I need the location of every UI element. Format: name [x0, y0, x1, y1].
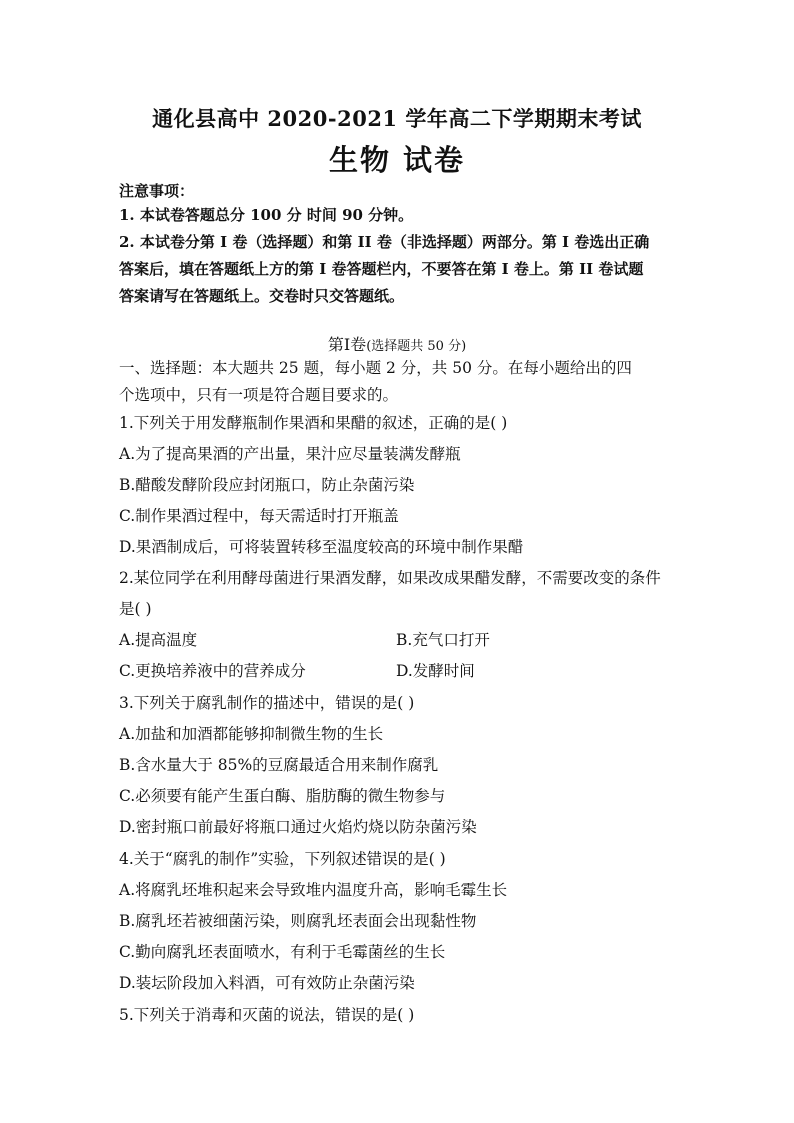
- notes-line: 1. 本试卷答题总分 100 分 时间 90 分钟。: [119, 206, 414, 224]
- question-option: D.发酵时间: [396, 662, 475, 680]
- question-option: C.必须要有能产生蛋白酶、脂肪酶的微生物参与: [119, 787, 446, 805]
- question-stem: 2.某位同学在利用酵母菌进行果酒发酵，如果改成果醋发酵，不需要改变的条件: [119, 569, 661, 587]
- question-stem: 4.关于“腐乳的制作”实验，下列叙述错误的是( ): [119, 850, 446, 868]
- question-option: B.含水量大于 85%的豆腐最适合用来制作腐乳: [119, 756, 439, 774]
- question-option: D.密封瓶口前最好将瓶口通过火焰灼烧以防杂菌污染: [119, 818, 477, 836]
- question-stem: 是( ): [119, 600, 152, 618]
- question-stem: 5.下列关于消毒和灭菌的说法，错误的是( ): [119, 1006, 415, 1024]
- notes-line: 答案请写在答题纸上。交卷时只交答题纸。: [119, 287, 405, 305]
- question-stem: 3.下列关于腐乳制作的描述中，错误的是( ): [119, 694, 415, 712]
- exam-subject: 生物 试卷: [328, 143, 466, 177]
- exam-title: 通化县高中 2020-2021 学年高二下学期期末考试: [152, 106, 642, 131]
- section-intro-line: 一、选择题：本大题共 25 题，每小题 2 分，共 50 分。在每小题给出的四: [119, 359, 632, 377]
- question-option: D.装坛阶段加入料酒，可有效防止杂菌污染: [119, 974, 415, 992]
- question-option: C.制作果酒过程中，每天需适时打开瓶盖: [119, 507, 399, 525]
- section-intro-line: 个选项中，只有一项是符合题目要求的。: [119, 386, 399, 404]
- question-stem: 1.下列关于用发酵瓶制作果酒和果醋的叙述，正确的是( ): [119, 414, 508, 432]
- question-option: B.腐乳坯若被细菌污染，则腐乳坯表面会出现黏性物: [119, 912, 477, 930]
- question-option: C.更换培养液中的营养成分: [119, 662, 306, 680]
- notes-line: 2. 本试卷分第 I 卷（选择题）和第 II 卷（非选择题）两部分。第 I 卷选出正确: [119, 233, 650, 251]
- notes-heading: 注意事项：: [119, 182, 195, 200]
- question-option: C.勤向腐乳坯表面喷水，有利于毛霉菌丝的生长: [119, 943, 446, 961]
- question-option: B.醋酸发酵阶段应封闭瓶口，防止杂菌污染: [119, 476, 415, 494]
- section-heading: [0, 332, 794, 355]
- question-option: A.将腐乳坯堆积起来会导致堆内温度升高，影响毛霉生长: [119, 881, 508, 899]
- question-option: A.为了提高果酒的产出量，果汁应尽量装满发酵瓶: [119, 445, 461, 463]
- question-option: A.提高温度: [119, 631, 198, 649]
- section-note: (选择题共 50 分): [366, 339, 467, 354]
- section-title: 第Ⅰ卷: [327, 335, 367, 354]
- question-option: A.加盐和加酒都能够抑制微生物的生长: [119, 725, 384, 743]
- question-option: D.果酒制成后，可将装置转移至温度较高的环境中制作果醋: [119, 538, 524, 556]
- question-option: B.充气口打开: [396, 631, 490, 649]
- notes-line: 答案后，填在答题纸上方的第 I 卷答题栏内，不要答在第 I 卷上。第 II 卷试题: [119, 260, 644, 278]
